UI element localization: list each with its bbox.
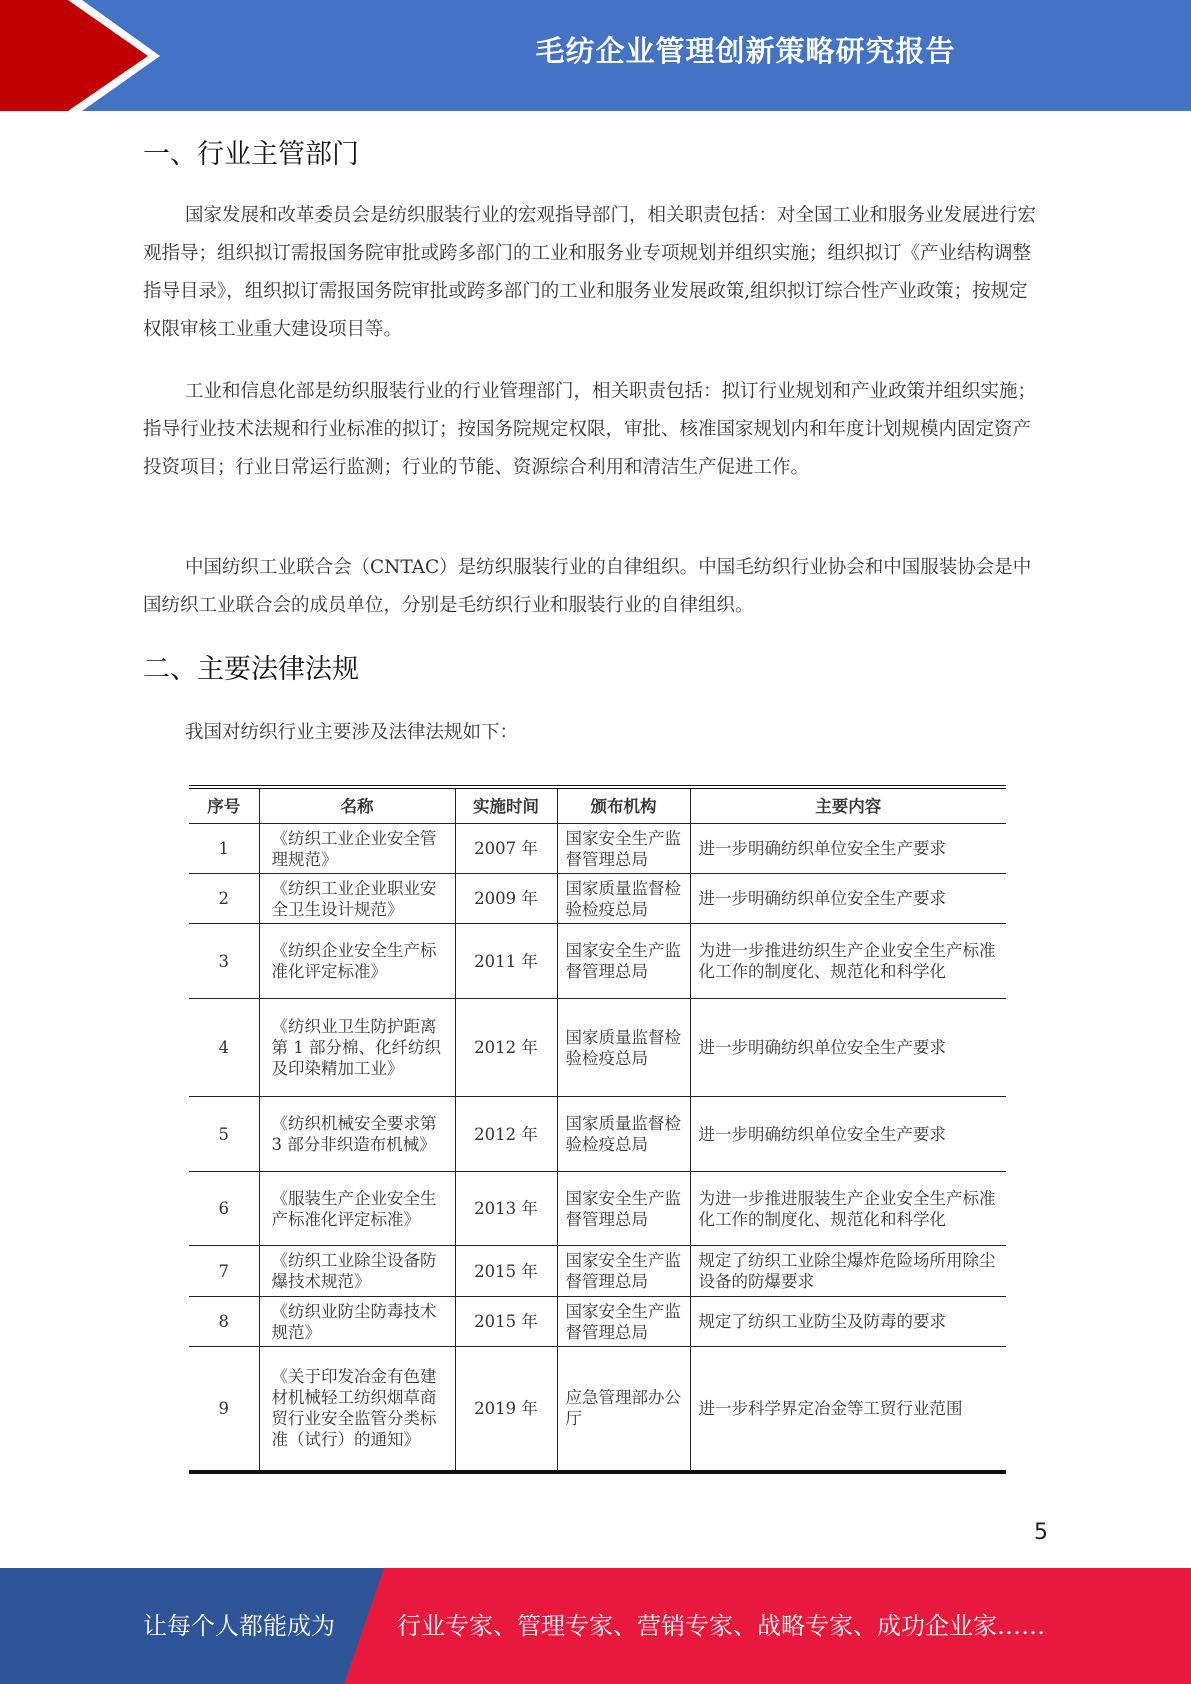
cell-org: 国家安全生产监督管理总局 bbox=[557, 1297, 690, 1347]
cell-name: 《纺织工业企业安全管理规范》 bbox=[259, 824, 455, 874]
page-header-banner bbox=[0, 0, 1191, 111]
table-row bbox=[189, 1172, 1006, 1246]
cell-year: 2011 年 bbox=[455, 924, 557, 999]
column-header: 主要内容 bbox=[690, 787, 1006, 824]
cell-name: 《纺织工业除尘设备防爆技术规范》 bbox=[259, 1246, 455, 1297]
cell-year: 2015 年 bbox=[455, 1246, 557, 1297]
table-row bbox=[189, 1297, 1006, 1347]
cell-no: 6 bbox=[189, 1172, 259, 1246]
cell-name: 《纺织工业企业职业安全卫生设计规范》 bbox=[259, 874, 455, 924]
cell-name: 《纺织机械安全要求第 3 部分非织造布机械》 bbox=[259, 1097, 455, 1172]
cell-no: 3 bbox=[189, 924, 259, 999]
footer-slogan-right: 行业专家、管理专家、营销专家、战略专家、成功企业家…… bbox=[397, 1612, 1045, 1640]
table-row bbox=[189, 874, 1006, 924]
regulations-table bbox=[189, 785, 1006, 1474]
cell-content: 进一步科学界定冶金等工贸行业范围 bbox=[690, 1347, 1006, 1472]
cell-year: 2015 年 bbox=[455, 1297, 557, 1347]
cell-year: 2009 年 bbox=[455, 874, 557, 924]
cell-org: 国家质量监督检验检疫总局 bbox=[557, 1097, 690, 1172]
column-header: 名称 bbox=[259, 787, 455, 824]
cell-name: 《服装生产企业安全生产标准化评定标准》 bbox=[259, 1172, 455, 1246]
paragraph: 中国纺织工业联合会（CNTAC）是纺织服装行业的自律组织。中国毛纺织行业协会和中国服装协会是中国纺织工业联合会的成员单位，分别是毛纺织行业和服装行业的自律组织。 bbox=[143, 557, 1032, 616]
cell-no: 9 bbox=[189, 1347, 259, 1472]
cell-content: 规定了纺织工业防尘及防毒的要求 bbox=[690, 1297, 1006, 1347]
cell-org: 国家质量监督检验检疫总局 bbox=[557, 999, 690, 1097]
cell-org: 国家安全生产监督管理总局 bbox=[557, 924, 690, 999]
cell-name: 《纺织业卫生防护距离第 1 部分棉、化纤纺织及印染精加工业》 bbox=[259, 999, 455, 1097]
table-row bbox=[189, 1097, 1006, 1172]
paragraph: 我国对纺织行业主要涉及法律法规如下： bbox=[185, 722, 519, 743]
cell-content: 进一步明确纺织单位安全生产要求 bbox=[690, 999, 1006, 1097]
section-heading: 二、主要法律法规 bbox=[143, 654, 359, 685]
cell-no: 4 bbox=[189, 999, 259, 1097]
column-header: 序号 bbox=[189, 787, 259, 824]
cell-org: 国家安全生产监督管理总局 bbox=[557, 1172, 690, 1246]
cell-name: 《关于印发冶金有色建材机械轻工纺织烟草商贸行业安全监管分类标准（试行）的通知》 bbox=[259, 1347, 455, 1472]
page-footer-banner bbox=[0, 1568, 1191, 1684]
cell-name: 《纺织业防尘防毒技术规范》 bbox=[259, 1297, 455, 1347]
table-row bbox=[189, 924, 1006, 999]
report-title: 毛纺企业管理创新策略研究报告 bbox=[535, 34, 956, 68]
cell-org: 国家安全生产监督管理总局 bbox=[557, 1246, 690, 1297]
cell-org: 国家质量监督检验检疫总局 bbox=[557, 874, 690, 924]
table-row bbox=[189, 1347, 1006, 1472]
table-row bbox=[189, 999, 1006, 1097]
cell-year: 2012 年 bbox=[455, 1097, 557, 1172]
cell-no: 5 bbox=[189, 1097, 259, 1172]
table-header-row bbox=[189, 787, 1006, 824]
column-header: 实施时间 bbox=[455, 787, 557, 824]
cell-no: 1 bbox=[189, 824, 259, 874]
cell-content: 进一步明确纺织单位安全生产要求 bbox=[690, 1097, 1006, 1172]
column-header: 颁布机构 bbox=[557, 787, 690, 824]
cell-name: 《纺织企业安全生产标准化评定标准》 bbox=[259, 924, 455, 999]
page-number: 5 bbox=[1034, 1520, 1048, 1545]
cell-year: 2007 年 bbox=[455, 824, 557, 874]
cell-no: 8 bbox=[189, 1297, 259, 1347]
cell-year: 2013 年 bbox=[455, 1172, 557, 1246]
section-heading: 一、行业主管部门 bbox=[143, 139, 359, 170]
cell-content: 进一步明确纺织单位安全生产要求 bbox=[690, 874, 1006, 924]
paragraph: 工业和信息化部是纺织服装行业的行业管理部门，相关职责包括：拟订行业规划和产业政策并组织实施；指导行业技术法规和行业标准的拟订；按国务院规定权限，审批、核准国家规划内和年度计划规模内固定资产投资项目；行业日常运行监测；行业的节能、资源综合利用和清洁生产促进工作。 bbox=[143, 381, 1037, 478]
footer-slogan-left: 让每个人都能成为 bbox=[143, 1612, 335, 1640]
table-row bbox=[189, 824, 1006, 874]
cell-no: 2 bbox=[189, 874, 259, 924]
cell-no: 7 bbox=[189, 1246, 259, 1297]
cell-year: 2019 年 bbox=[455, 1347, 557, 1472]
cell-content: 规定了纺织工业除尘爆炸危险场所用除尘设备的防爆要求 bbox=[690, 1246, 1006, 1297]
cell-year: 2012 年 bbox=[455, 999, 557, 1097]
cell-content: 为进一步推进纺织生产企业安全生产标准化工作的制度化、规范化和科学化 bbox=[690, 924, 1006, 999]
table-row bbox=[189, 1246, 1006, 1297]
paragraph: 国家发展和改革委员会是纺织服装行业的宏观指导部门，相关职责包括：对全国工业和服务业发展进行宏观指导；组织拟订需报国务院审批或跨多部门的工业和服务业专项规划并组织实施；组织拟订《产业结构调整指导目录》，组织拟订需报国务院审批或跨多部门的工业和服务业发展政策,组织拟订综合性产业政策；按规定权限审核工业重大建设项目等。 bbox=[143, 205, 1037, 340]
cell-content: 为进一步推进服装生产企业安全生产标准化工作的制度化、规范化和科学化 bbox=[690, 1172, 1006, 1246]
cell-org: 国家安全生产监督管理总局 bbox=[557, 824, 690, 874]
cell-org: 应急管理部办公厅 bbox=[557, 1347, 690, 1472]
cell-content: 进一步明确纺织单位安全生产要求 bbox=[690, 824, 1006, 874]
